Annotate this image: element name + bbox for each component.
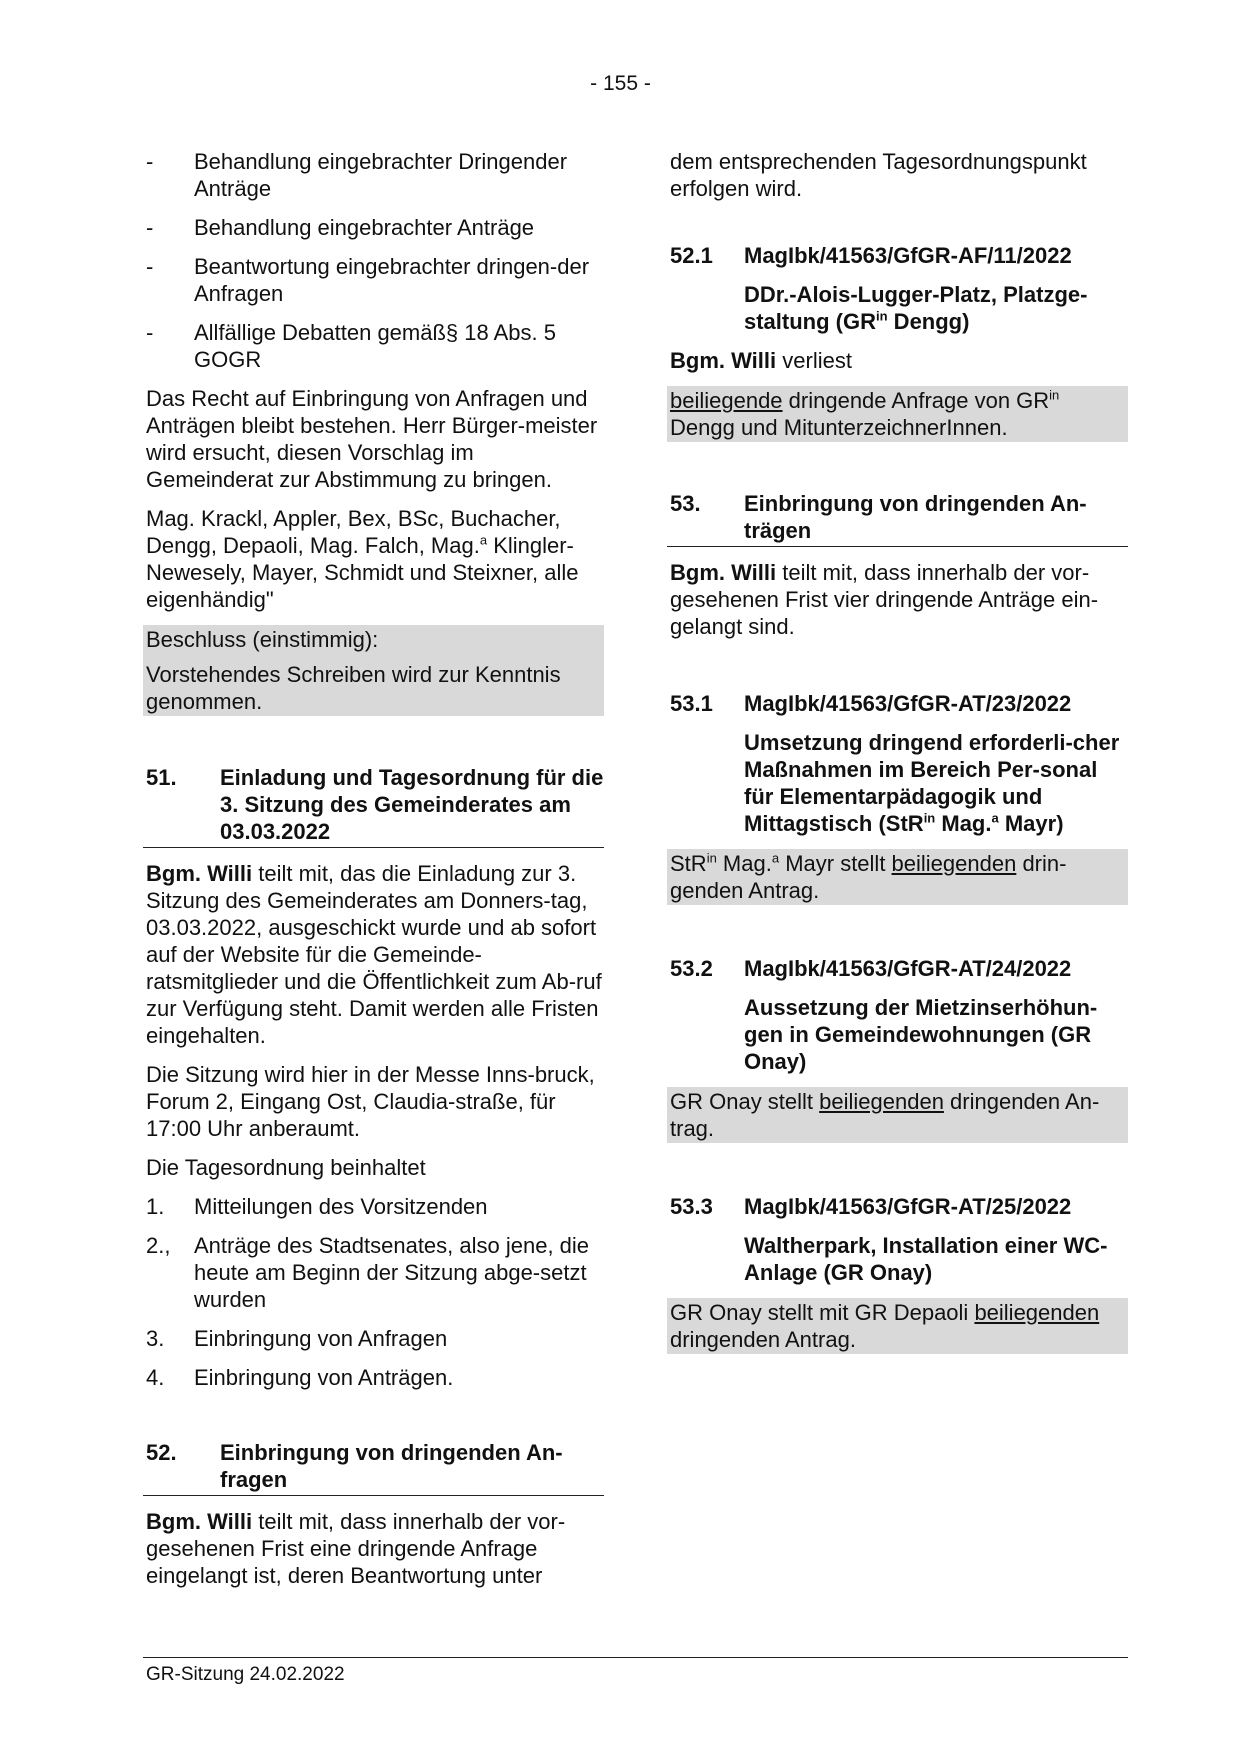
note-text: Mayr stellt — [779, 851, 892, 876]
verb-text: verliest — [776, 348, 852, 373]
page-number: - 155 - — [590, 72, 651, 95]
motion-note — [667, 1087, 1128, 1143]
section-number: 53.1 — [670, 691, 713, 716]
note-text: Dengg und MitunterzeichnerInnen. — [670, 415, 1008, 440]
subtitle-text: Mayr) — [998, 811, 1064, 836]
superscript: in — [876, 308, 888, 324]
motion-note — [667, 1298, 1128, 1354]
list-marker: - — [146, 320, 154, 345]
body-text: teilt mit, dass innerhalb der vor-gesehenen Frist vier dringende Anträge ein-gelangt sind. — [670, 560, 1099, 639]
resolution-box — [143, 625, 604, 716]
speaker-name: Bgm. Willi — [146, 1509, 253, 1534]
section-number: 53.3 — [670, 1194, 713, 1219]
note-text: GR Onay stellt — [670, 1089, 820, 1114]
attachment-link[interactable]: beiliegenden — [891, 851, 1017, 876]
speaker-name: Bgm. Willi — [670, 560, 777, 585]
section-number: 53.2 — [670, 956, 713, 981]
note-text: GR Onay stellt mit GR Depaoli — [670, 1300, 975, 1325]
continuation-text: dem entsprechenden Tagesordnungspunkt erfolgen wird. — [670, 149, 1087, 201]
agenda-number: 4. — [146, 1365, 165, 1390]
list-item-text: Behandlung eingebrachter Anträge — [194, 215, 535, 240]
section-heading-53 — [667, 490, 1128, 547]
section-number: 51. — [146, 765, 177, 790]
list-item — [146, 214, 604, 241]
agenda-text: Einbringung von Anträgen. — [194, 1365, 454, 1390]
section-subtitle: Waltherpark, Installation einer WC-Anlage (GR Onay) — [744, 1233, 1108, 1285]
section-code: MagIbk/41563/GfGR-AT/24/2022 — [744, 956, 1072, 981]
agenda-number: 3. — [146, 1326, 165, 1351]
speaker-name: Bgm. Willi — [146, 861, 253, 886]
signers-text-a: Mag. Krackl, Appler, Bex, BSc, Buchacher, Dengg, Depaoli, Mag. Falch, Mag. — [146, 506, 561, 558]
note-text: drin-genden Antrag. — [670, 851, 1067, 903]
section-number: 53. — [670, 491, 701, 516]
body-text: teilt mit, das die Einladung zur 3. Sitzung des Gemeinderates am Donners-tag, 03.03.2022, ausgeschickt wurde und ab sofort auf der Website für die Gemeinde-ratsmitglieder und die Öffentlichkeit zum Ab-ruf zur Verfügung steht. Damit werden alle Fristen eingehalten. — [146, 861, 602, 1048]
subtitle-text: Mag. — [935, 811, 992, 836]
speaker-name: Bgm. Willi — [670, 348, 777, 373]
section-title: Einladung und Tagesordnung für die 3. Sitzung des Gemeinderates am 03.03.2022 — [220, 765, 604, 844]
list-item — [146, 253, 604, 307]
agenda-number: 2., — [146, 1233, 171, 1258]
section-title: Einbringung von dringenden An-trägen — [744, 491, 1087, 543]
resolution-label: Beschluss (einstimmig): — [146, 627, 379, 652]
agenda-text: Mitteilungen des Vorsitzenden — [194, 1194, 488, 1219]
section-code: MagIbk/41563/GfGR-AT/25/2022 — [744, 1194, 1072, 1219]
section-code: MagIbk/41563/GfGR-AF/11/2022 — [744, 243, 1072, 268]
paragraph-recht: Das Recht auf Einbringung von Anfragen und Anträgen bleibt bestehen. Herr Bürger-meister wird ersucht, diesen Vorschlag im Gemeinderat zur Abstimmung zu bringen. — [146, 386, 598, 492]
list-marker: - — [146, 215, 154, 240]
superscript: a — [991, 810, 999, 826]
section-heading-53-3 — [670, 1193, 1128, 1220]
section-52-body — [146, 1508, 604, 1589]
body-text: teilt mit, dass innerhalb der vor-gesehenen Frist eine dringende Anfrage eingelangt ist, deren Beantwortung unter — [146, 1509, 566, 1588]
section-heading-53-2 — [670, 955, 1128, 982]
note-text: dringenden Antrag. — [670, 1327, 856, 1352]
subtitle-text: DDr.-Alois-Lugger-Platz, Platzge-staltung (GR — [744, 282, 1088, 334]
superscript: a — [771, 850, 780, 866]
footer: GR-Sitzung 24.02.2022 — [146, 1664, 345, 1685]
list-item-text: Beantwortung eingebrachter dringen-der Anfragen — [194, 254, 590, 306]
section-subtitle — [670, 729, 1128, 837]
subtitle-text: Umsetzung dringend erforderli-cher Maßnahmen im Bereich Per-sonal für Elementarpädagogik und Mittagstisch (StR — [744, 730, 1120, 836]
right-column — [670, 148, 1128, 1366]
note-text: Mag. — [716, 851, 772, 876]
list-marker: - — [146, 254, 154, 279]
list-marker: - — [146, 149, 154, 174]
section-subtitle — [670, 281, 1128, 335]
superscript: in — [923, 810, 936, 826]
resolution-text: Vorstehendes Schreiben wird zur Kenntnis genommen. — [146, 662, 561, 714]
note-text: dringenden An-trag. — [670, 1089, 1100, 1141]
superscript: a — [479, 532, 488, 548]
attachment-link[interactable]: beiliegenden — [819, 1089, 944, 1114]
section-number: 52. — [146, 1440, 177, 1465]
section-heading-52-1 — [670, 242, 1128, 269]
section-title: Einbringung von dringenden An-fragen — [220, 1440, 563, 1492]
section-code: MagIbk/41563/GfGR-AT/23/2022 — [744, 691, 1072, 716]
list-item-text: Allfällige Debatten gemäß§ 18 Abs. 5 GOGR — [194, 320, 557, 372]
section-heading-53-1 — [670, 690, 1128, 717]
section-53-body — [670, 559, 1128, 640]
agenda-number: 1. — [146, 1194, 165, 1219]
signers-paragraph — [146, 505, 604, 613]
list-item — [146, 148, 604, 202]
motion-note — [667, 849, 1128, 905]
section-heading-51 — [143, 764, 604, 848]
section-51-body — [146, 860, 604, 1049]
left-column — [146, 148, 604, 1601]
section-51-venue: Die Sitzung wird hier in der Messe Inns-bruck, Forum 2, Eingang Ost, Claudia-straße, für 17:00 Uhr anberaumt. — [146, 1062, 595, 1141]
note-text: StR — [670, 851, 707, 876]
reads-statement — [670, 347, 1128, 374]
superscript: in — [1049, 387, 1060, 403]
attachment-link[interactable]: beiliegende — [670, 388, 783, 413]
superscript: in — [706, 850, 717, 866]
agenda-text: Einbringung von Anfragen — [194, 1326, 448, 1351]
footer-divider — [143, 1657, 1128, 1658]
section-number: 52.1 — [670, 243, 713, 268]
agenda-item — [146, 1193, 604, 1220]
attachment-link[interactable]: beiliegenden — [974, 1300, 1100, 1325]
subtitle-text: Dengg) — [887, 309, 970, 334]
note-text: dringende Anfrage von GR — [782, 388, 1050, 413]
agenda-item — [146, 1364, 604, 1391]
attachment-note — [667, 386, 1128, 442]
list-item-text: Behandlung eingebrachter Dringender Anträge — [194, 149, 568, 201]
agenda-item — [146, 1325, 604, 1352]
list-item — [146, 319, 604, 373]
section-subtitle: Aussetzung der Mietzinserhöhun-gen in Gemeindewohnungen (GR Onay) — [744, 995, 1098, 1074]
section-heading-52 — [143, 1439, 604, 1496]
signers-text-b: Klingler-Newesely, Mayer, Schmidt und Steixner, alle eigenhändig" — [146, 533, 579, 612]
section-51-agenda-intro: Die Tagesordnung beinhaltet — [146, 1155, 426, 1180]
agenda-item — [146, 1232, 604, 1313]
agenda-text: Anträge des Stadtsenates, also jene, die heute am Beginn der Sitzung abge-setzt wurden — [194, 1233, 590, 1312]
